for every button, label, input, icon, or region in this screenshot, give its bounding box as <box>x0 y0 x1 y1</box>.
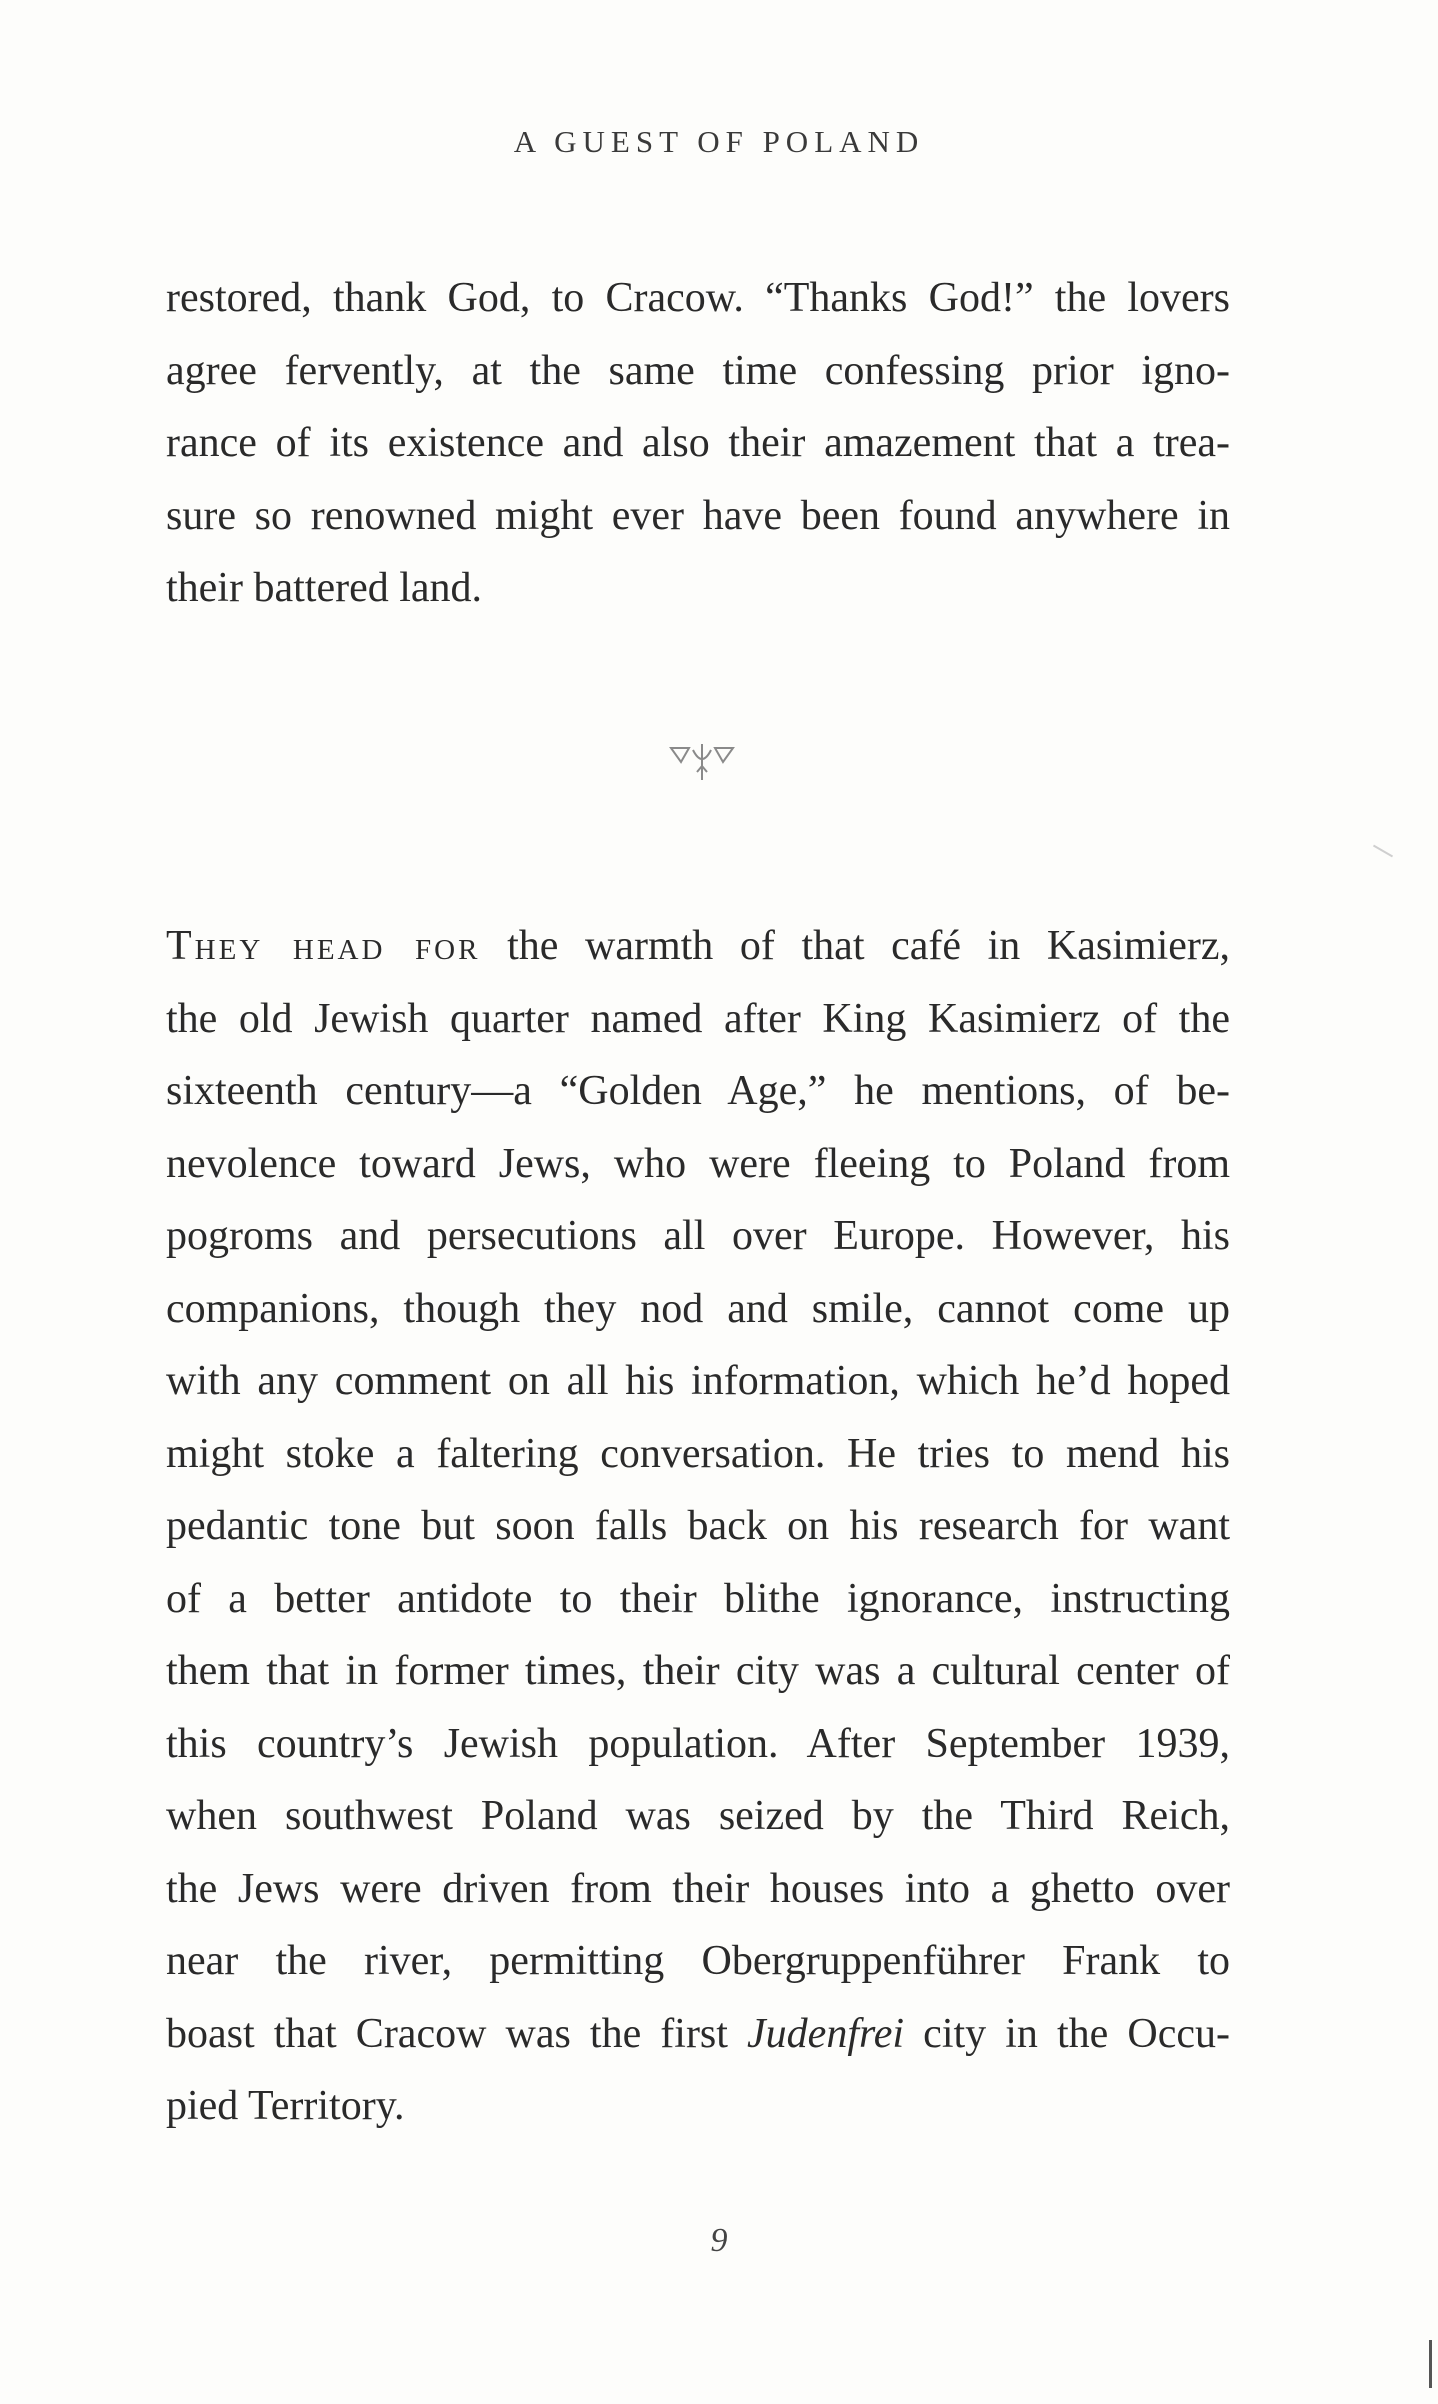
first-line-rest: the warmth of that café in Kasimierz, <box>480 923 1231 969</box>
section-break-fleuron-icon <box>667 742 737 782</box>
paragraph-1-line: their battered land. <box>166 565 483 611</box>
paragraph-2-line: nevolence toward Jews, who were fleeing to Poland from <box>166 1140 1230 1187</box>
page-number: 9 <box>710 2222 728 2259</box>
paragraph-2-line: this country’s Jewish population. After September 1939, <box>166 1720 1230 1767</box>
italic-word: Judenfrei <box>747 2010 905 2057</box>
paragraph-2-line: near the river, permitting Obergruppenführer Frank to <box>166 1938 1230 1984</box>
paragraph-2-line: pogroms and persecutions all over Europe. However, his <box>166 1213 1230 1259</box>
opening-small-caps: They head for <box>166 923 481 969</box>
paragraph-1-line: agree fervently, at the same time confessing prior igno- <box>166 347 1230 394</box>
paragraph-2-line: of a better antidote to their blithe ignorance, instructing <box>166 1575 1230 1622</box>
italic-line-before: boast that Cracow was the first <box>166 2010 748 2057</box>
paragraph-2-line: them that in former times, their city was a cultural center of <box>166 1648 1230 1694</box>
paragraph-2-line: when southwest Poland was seized by the Third Reich, <box>166 1793 1230 1839</box>
running-head: A GUEST OF POLAND <box>513 124 925 159</box>
paragraph-2 <box>166 910 1230 2143</box>
paragraph-1 <box>166 262 1230 625</box>
paragraph-2-line: pedantic tone but soon falls back on his research for want <box>166 1503 1230 1549</box>
paragraph-1-line: sure so renowned might ever have been found anywhere in <box>166 492 1230 539</box>
paragraph-2-line: sixteenth century—a “Golden Age,” he mentions, of be- <box>166 1068 1230 1114</box>
paragraph-2-line: the Jews were driven from their houses into a ghetto over <box>166 1865 1230 1912</box>
paragraph-2-line: the old Jewish quarter named after King Kasimierz of the <box>166 995 1230 1042</box>
paragraph-1-line: restored, thank God, to Cracow. “Thanks God!” the lovers <box>166 275 1230 321</box>
paragraph-1-line: rance of its existence and also their amazement that a trea- <box>166 420 1230 466</box>
scan-speck <box>1373 845 1393 858</box>
scan-edge-mark <box>1429 2340 1432 2388</box>
paragraph-2-line: with any comment on all his information, which he’d hoped <box>166 1358 1230 1404</box>
paragraph-2-line: companions, though they nod and smile, cannot come up <box>166 1285 1230 1332</box>
paragraph-2-line: might stoke a faltering conversation. He tries to mend his <box>166 1430 1230 1477</box>
italic-line-after: city in the Occu- <box>904 2010 1230 2057</box>
paragraph-2-first-line <box>166 910 1230 983</box>
paragraph-2-italic-line <box>166 1998 1230 2071</box>
paragraph-2-last-line: pied Territory. <box>166 2083 405 2129</box>
